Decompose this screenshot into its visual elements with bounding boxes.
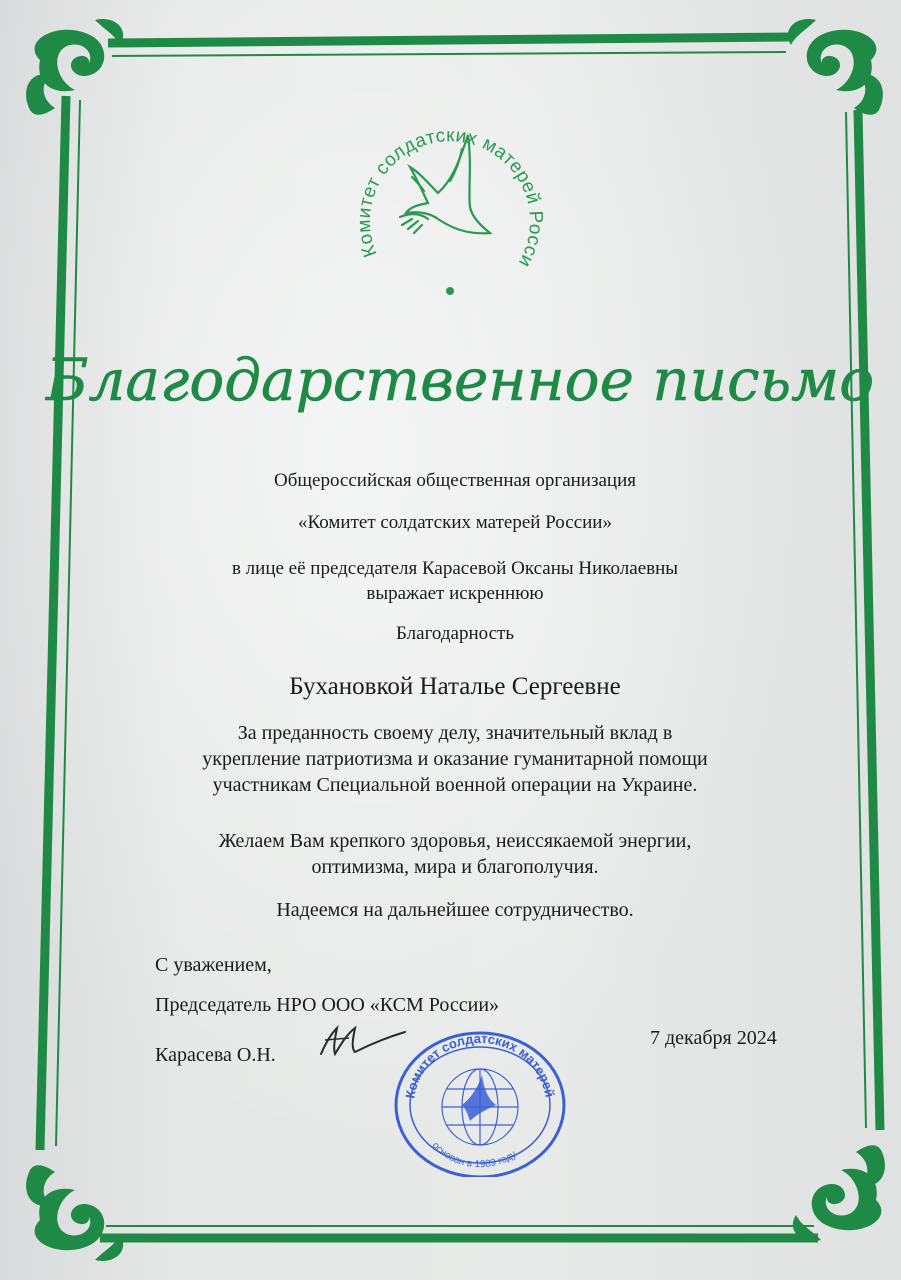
document-date: 7 декабря 2024 <box>650 1027 777 1049</box>
organization-logo <box>340 95 560 315</box>
stamp-top-text: Комитет солдатских матерей <box>402 1030 558 1100</box>
corner-ornament-top-right <box>788 19 883 115</box>
gratitude-label: Благодарность <box>396 623 514 644</box>
merit-line-3: участникам Специальной военной операции на Украине. <box>212 774 698 796</box>
organization-line-3: в лице её председателя Карасевой Оксаны Николаевны <box>231 558 679 579</box>
merit-text <box>60 720 850 798</box>
organization-line-3-4 <box>60 556 850 606</box>
organization-line-4: выражает искреннюю <box>366 583 544 604</box>
corner-ornament-top-left <box>26 19 123 115</box>
signer-name: Карасева О.Н. <box>155 1044 276 1066</box>
closing-text: С уважением, <box>155 954 272 976</box>
organization-line-2: «Комитет солдатских матерей России» <box>298 512 612 533</box>
certificate-title <box>45 320 875 440</box>
corner-ornament-bottom-left <box>26 1165 123 1261</box>
organization-stamp <box>392 1027 568 1177</box>
signer-title: Председатель НРО ООО «КСМ России» <box>155 994 500 1016</box>
wish-text <box>60 828 850 880</box>
wish-line-1: Желаем Вам крепкого здоровья, неиссякаемой энергии, <box>218 830 692 852</box>
stamp-bottom-text: основан в 1989 году <box>429 1140 519 1171</box>
logo-ring-text: Комитет солдатских матерей Росси <box>353 125 547 271</box>
svg-text:Благодарственное письмо: Благодарственное письмо <box>45 346 875 414</box>
wish-line-2: оптимизма, мира и благополучия. <box>311 856 599 878</box>
cooperation-text: Надеемся на дальнейшее сотрудничество. <box>276 899 634 921</box>
merit-line-2: укрепление патриотизма и оказание гуманитарной помощи <box>202 748 708 770</box>
organization-line-1: Общероссийская общественная организация <box>274 470 636 491</box>
merit-line-1: За преданность своему делу, значительный вклад в <box>237 722 673 744</box>
recipient-name: Бухановкой Наталье Сергеевне <box>289 673 621 700</box>
